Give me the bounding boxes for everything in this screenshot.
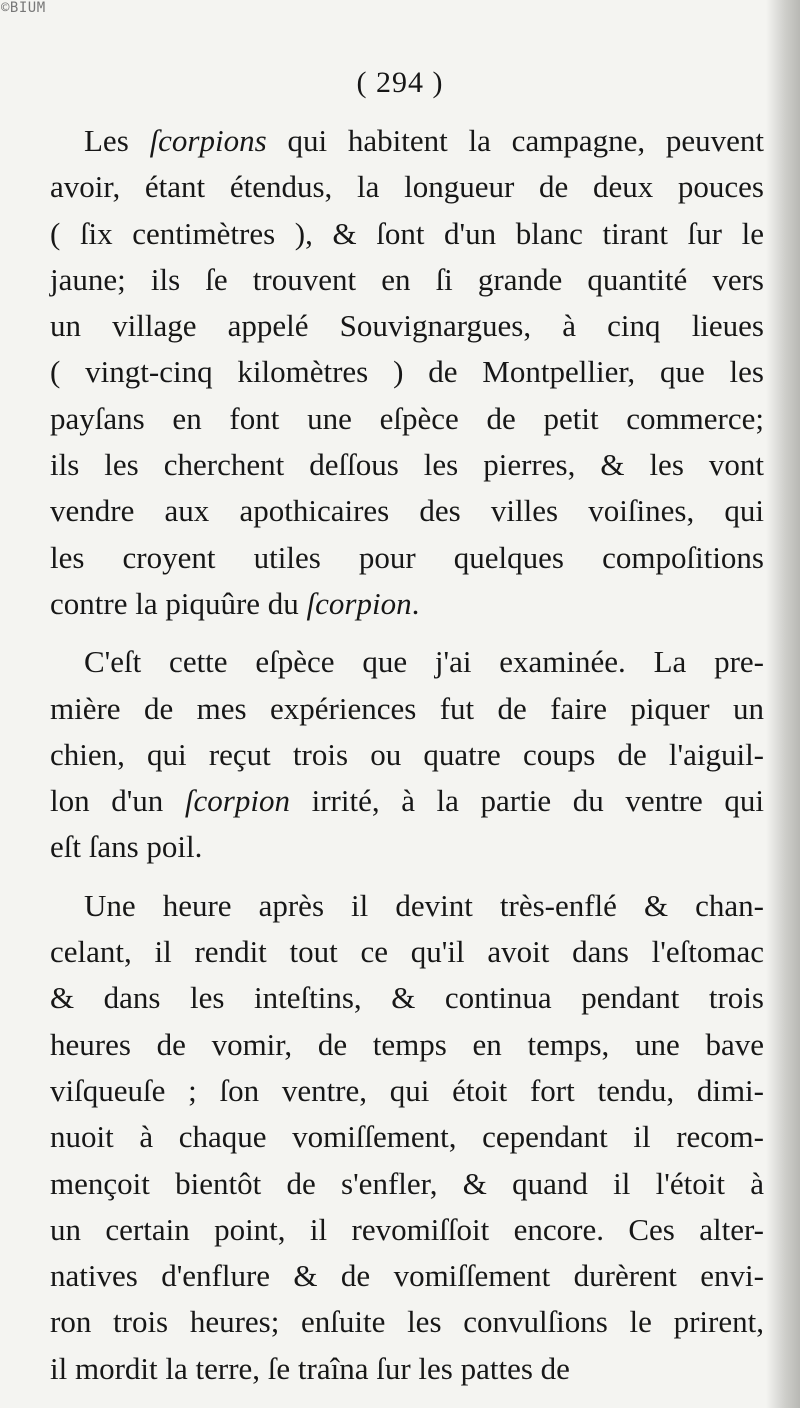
text-line	[50, 929, 764, 975]
text-line	[50, 164, 764, 210]
paragraph-gap	[50, 871, 764, 883]
text-run: eſt ſans poil.	[50, 829, 203, 865]
watermark: ©BIUM	[1, 0, 46, 16]
text-line	[50, 442, 764, 488]
text-line	[50, 535, 764, 581]
text-line	[50, 1253, 764, 1299]
text-run: chien, qui reçut trois ou quatre coups de l'aiguil-	[50, 736, 764, 772]
text-run: ils les cherchent deſſous les pierres, & les vont	[50, 447, 764, 483]
text-run: C'eſt cette eſpèce que j'ai examinée. La pre-	[84, 644, 764, 680]
text-line	[50, 1022, 764, 1068]
text-line	[50, 883, 764, 929]
text-run: heures de vomir, de temps en temps, une bave	[50, 1026, 764, 1062]
text-line	[50, 1068, 764, 1114]
text-run: .	[411, 585, 420, 621]
text-line	[50, 118, 764, 164]
text-run: nuoit à chaque vomiſſement, cependant il recom-	[50, 1119, 764, 1155]
text-run: jaune; ils ſe trouvent en ſi grande quantité vers	[50, 261, 764, 297]
text-run: Les	[84, 123, 150, 158]
text-line	[50, 1299, 764, 1345]
text-run: les croyent utiles pour quelques compoſitions	[50, 539, 764, 575]
italic-word: ſcorpion	[306, 585, 412, 621]
text-line	[50, 1207, 764, 1253]
text-line	[50, 1114, 764, 1160]
text-line	[50, 686, 764, 732]
text-line	[50, 639, 764, 685]
paragraph	[50, 639, 764, 870]
text-run: un village appelé Souvignargues, à cinq lieues	[50, 308, 764, 344]
text-line	[50, 1346, 764, 1392]
text-run: il mordit la terre, ſe traîna ſur les pattes de	[50, 1350, 570, 1386]
text-line	[50, 349, 764, 395]
text-run: un certain point, il revomiſſoit encore. Ces alter-	[50, 1211, 764, 1247]
text-run: avoir, étant étendus, la longueur de deux pouces	[50, 169, 764, 205]
paragraph-gap	[50, 627, 764, 639]
text-run: qui habitent la campagne, peuvent	[266, 123, 765, 158]
text-line	[50, 1161, 764, 1207]
text-run: mençoit bientôt de s'enfler, & quand il l'étoit à	[50, 1165, 764, 1201]
text-run: ron trois heures; enſuite les convulſions le prirent,	[50, 1304, 764, 1340]
text-run: natives d'enflure & de vomiſſement durèrent envi-	[50, 1258, 764, 1294]
page-edge-shadow	[766, 0, 800, 1408]
text-line	[50, 975, 764, 1021]
text-line	[50, 824, 764, 870]
text-run: contre la piquûre du	[50, 585, 307, 621]
text-run: ( ſix centimètres ), & ſont d'un blanc tirant ſur le	[50, 215, 764, 251]
text-line	[50, 732, 764, 778]
text-run: & dans les inteſtins, & continua pendant trois	[50, 980, 764, 1016]
text-run: lon d'un	[50, 783, 185, 819]
text-run: mière de mes expériences fut de faire piquer un	[50, 690, 764, 726]
text-run: ( vingt-cinq kilomètres ) de Montpellier, que les	[50, 354, 764, 390]
text-line	[50, 581, 764, 627]
text-run: viſqueuſe ; ſon ventre, qui étoit fort tendu, dimi-	[50, 1072, 764, 1108]
body-text	[50, 118, 764, 1392]
text-line	[50, 778, 764, 824]
paragraph	[50, 118, 764, 627]
text-line	[50, 211, 764, 257]
text-run: Une heure après il devint très-enflé & chan-	[84, 887, 764, 923]
text-line	[50, 257, 764, 303]
italic-word: ſcorpion	[184, 783, 290, 819]
text-run: irrité, à la partie du ventre qui	[289, 783, 764, 819]
text-line	[50, 303, 764, 349]
paragraph	[50, 883, 764, 1392]
text-run: payſans en font une eſpèce de petit commerce;	[50, 400, 764, 436]
text-run: celant, il rendit tout ce qu'il avoit dans l'eſtomac	[50, 934, 764, 970]
page-number: ( 294 )	[356, 66, 444, 99]
text-line	[50, 488, 764, 534]
text-run: vendre aux apothicaires des villes voiſines, qui	[50, 493, 764, 529]
italic-word: ſcorpions	[149, 123, 267, 158]
text-line	[50, 396, 764, 442]
